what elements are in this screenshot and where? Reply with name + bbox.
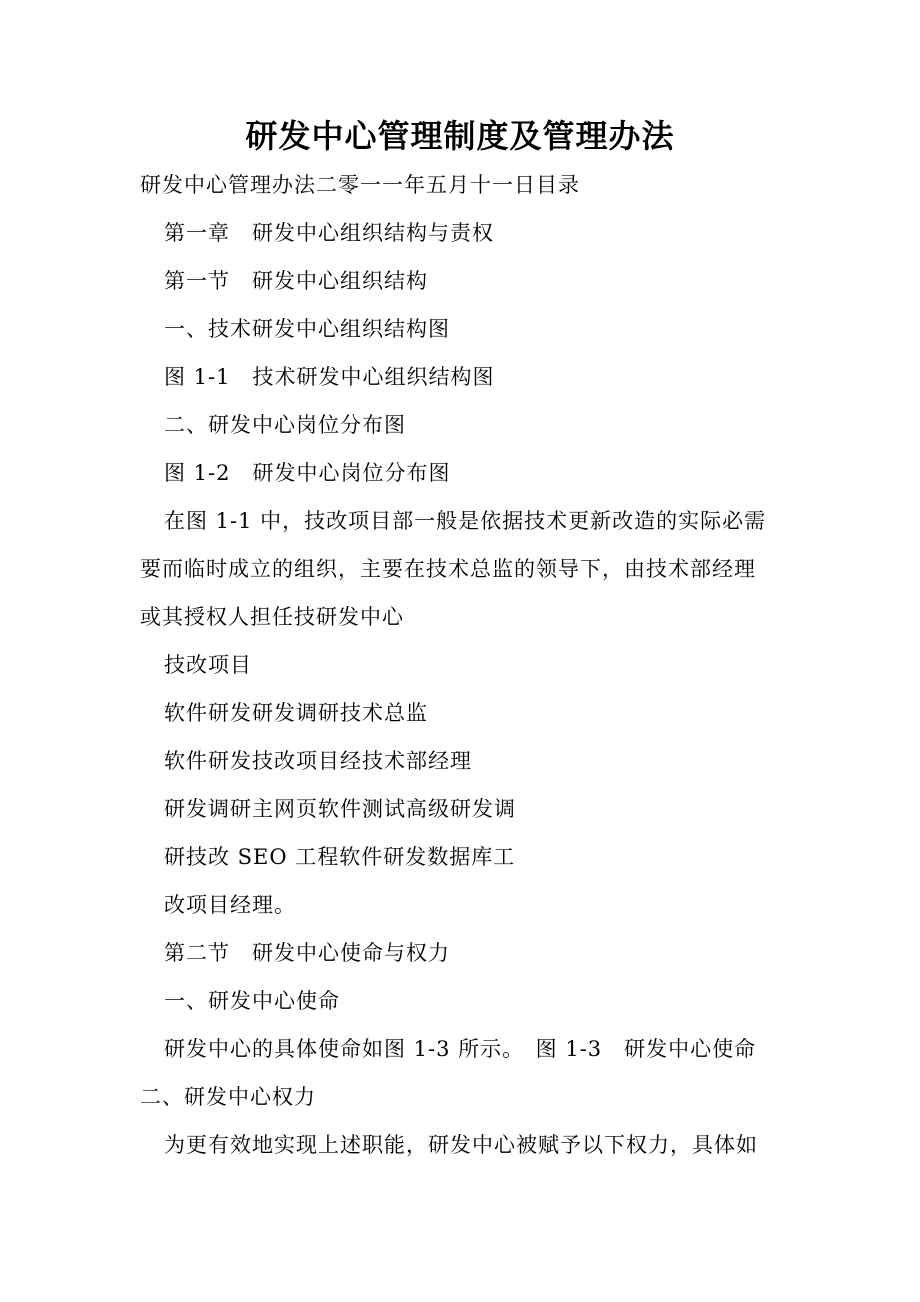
text-line: 第一章 研发中心组织结构与责权: [164, 221, 494, 245]
text-line: 或其授权人担任技研发中心: [140, 605, 404, 629]
text-line: 改项目经理。: [164, 893, 296, 917]
text-line: 二、研发中心岗位分布图: [164, 413, 406, 437]
text-line: 研发调研主网页软件测试高级研发调: [164, 797, 516, 821]
text-line: 一、研发中心使命: [164, 989, 340, 1013]
text-line: 技改项目: [164, 653, 252, 677]
text-line: 软件研发研发调研技术总监: [164, 701, 428, 725]
text-line: 在图 1-1 中，技改项目部一般是依据技术更新改造的实际必需: [164, 509, 767, 533]
text-line: 二、研发中心权力: [140, 1085, 316, 1109]
text-line: 图 1-2 研发中心岗位分布图: [164, 461, 451, 485]
text-line: 为更有效地实现上述职能，研发中心被赋予以下权力，具体如: [164, 1133, 758, 1157]
text-line: 要而临时成立的组织，主要在技术总监的领导下，由技术部经理: [140, 557, 756, 581]
text-line: 第一节 研发中心组织结构: [164, 269, 428, 293]
text-line: 第二节 研发中心使命与权力: [164, 941, 450, 965]
text-line: 一、技术研发中心组织结构图: [164, 317, 450, 341]
document-title: 研发中心管理制度及管理办法: [245, 117, 675, 155]
text-line: 研发中心管理办法二零一一年五月十一日目录: [140, 173, 580, 197]
text-line: 图 1-1 技术研发中心组织结构图: [164, 365, 495, 389]
text-line: 软件研发技改项目经技术部经理: [164, 749, 472, 773]
text-line: 研发中心的具体使命如图 1-3 所示。 图 1-3 研发中心使命: [164, 1037, 757, 1061]
text-line: 研技改 SEO 工程软件研发数据库工: [164, 845, 516, 869]
